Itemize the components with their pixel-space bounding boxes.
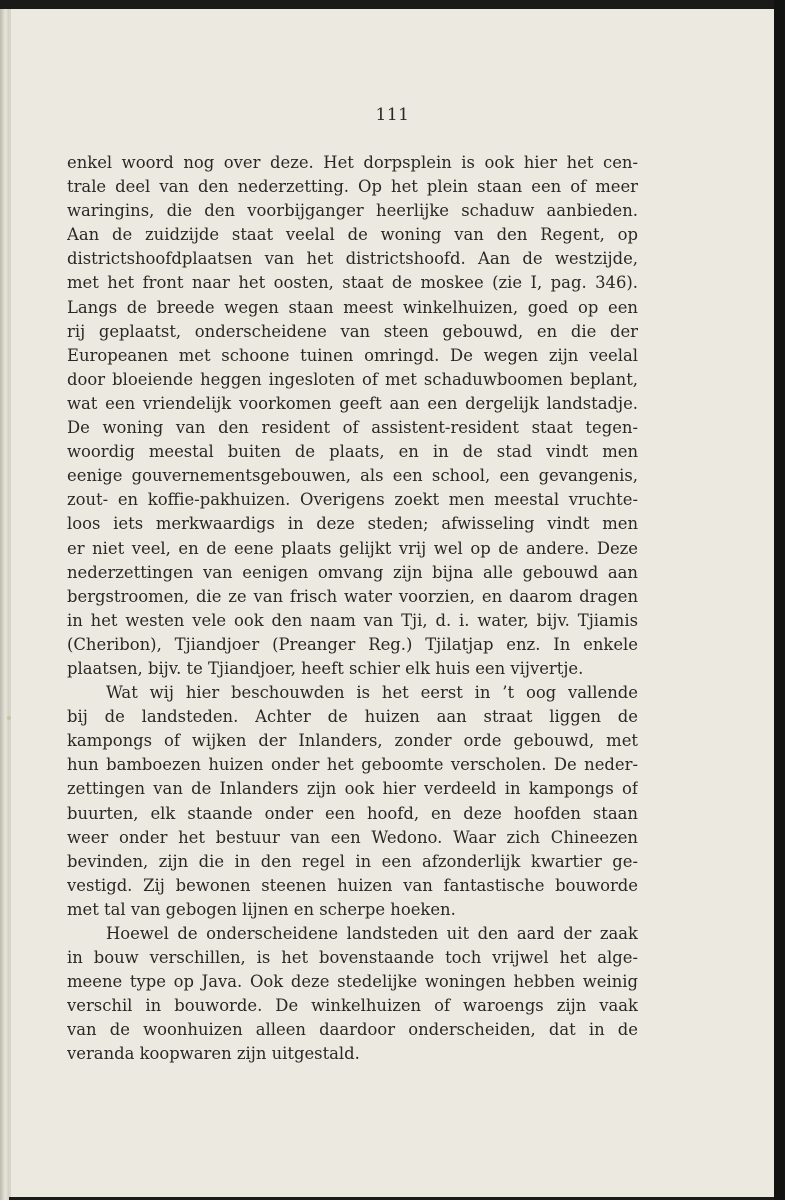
text-line: bevinden, zijn die in den regel in een afzonderlijk kwartier ge-	[67, 851, 638, 871]
text-line: hun bamboezen huizen onder het geboomte verscholen. De neder-	[67, 755, 638, 775]
text-line: trale deel van den nederzetting. Op het plein staan een of meer	[67, 177, 638, 197]
text-line: weer onder het bestuur van een Wedono. Waar zich Chineezen	[67, 827, 638, 847]
text-line: rij geplaatst, onderscheidene van steen gebouwd, en die der	[67, 321, 638, 341]
text-line: wat een vriendelijk voorkomen geeft aan een dergelijk landstadje.	[67, 393, 638, 413]
scan-dark-border	[774, 0, 785, 1200]
text-line: in bouw verschillen, is het bovenstaande toch vrijwel het alge-	[67, 948, 638, 968]
page-number: 111	[375, 105, 410, 125]
book-page	[9, 9, 774, 1197]
text-line: plaatsen, bijv. te Tjiandjoer, heeft schier elk huis een vijvertje.	[67, 658, 584, 678]
text-line: buurten, elk staande onder een hoofd, en deze hoofden staan	[67, 803, 638, 823]
text-line: eenige gouvernementsgebouwen, als een school, een gevangenis,	[67, 466, 638, 486]
text-line: Hoewel de onderscheidene landsteden uit den aard der zaak	[106, 924, 638, 943]
text-line: nederzettingen van eenigen omvang zijn bijna alle gebouwd aan	[67, 562, 638, 582]
text-line: enkel woord nog over deze. Het dorpsplein is ook hier het cen-	[67, 153, 638, 172]
text-line: veranda koopwaren zijn uitgestald.	[67, 1044, 360, 1064]
text-line: van de woonhuizen alleen daardoor onderscheiden, dat in de	[67, 1020, 638, 1040]
paper-speck	[7, 716, 11, 720]
text-line: meene type op Java. Ook deze stedelijke woningen hebben weinig	[67, 972, 638, 992]
text-line: woordig meestal buiten de plaats, en in de stad vindt men	[67, 442, 638, 462]
text-line: door bloeiende heggen ingesloten of met schaduwboomen beplant,	[67, 369, 638, 389]
text-line: De woning van den resident of assistent-resident staat tegen-	[67, 418, 638, 438]
text-line: kampongs of wijken der Inlanders, zonder orde gebouwd, met	[67, 731, 638, 751]
text-line: bergstroomen, die ze van frisch water voorzien, en daarom dragen	[67, 586, 638, 606]
text-line: Langs de breede wegen staan meest winkelhuizen, goed op een	[67, 297, 638, 317]
text-line: zettingen van de Inlanders zijn ook hier verdeeld in kampongs of	[67, 779, 638, 799]
body-text	[67, 151, 638, 1067]
text-line: met tal van gebogen lijnen en scherpe hoeken.	[67, 899, 456, 919]
book-spine-edge	[0, 9, 9, 1200]
text-line: met het front naar het oosten, staat de moskee (zie I, pag. 346).	[67, 273, 638, 293]
text-line: (Cheribon), Tjiandjoer (Preanger Reg.) Tjilatjap enz. In enkele	[67, 634, 638, 654]
text-line: districtshoofdplaatsen van het districtshoofd. Aan de westzijde,	[67, 249, 638, 269]
text-line: Aan de zuidzijde staat veelal de woning van den Regent, op	[67, 225, 638, 245]
text-line: in het westen vele ook den naam van Tji, d. i. water, bijv. Tjiamis	[67, 610, 638, 630]
text-line: zout- en koffie-pakhuizen. Overigens zoekt men meestal vruchte-	[67, 490, 638, 510]
text-line: waringins, die den voorbijganger heerlijke schaduw aanbieden.	[67, 201, 638, 221]
text-line: Wat wij hier beschouwden is het eerst in ’t oog vallende	[106, 683, 638, 703]
text-line: bij de landsteden. Achter de huizen aan straat liggen de	[67, 707, 638, 727]
text-line: er niet veel, en de eene plaats gelijkt vrij wel op de andere. Deze	[67, 538, 638, 558]
text-line: vestigd. Zij bewonen steenen huizen van fantastische bouworde	[67, 875, 638, 895]
text-line: verschil in bouworde. De winkelhuizen of waroengs zijn vaak	[67, 996, 638, 1016]
text-line: Europeanen met schoone tuinen omringd. De wegen zijn veelal	[67, 345, 638, 365]
text-line: loos iets merkwaardigs in deze steden; afwisseling vindt men	[67, 514, 638, 534]
